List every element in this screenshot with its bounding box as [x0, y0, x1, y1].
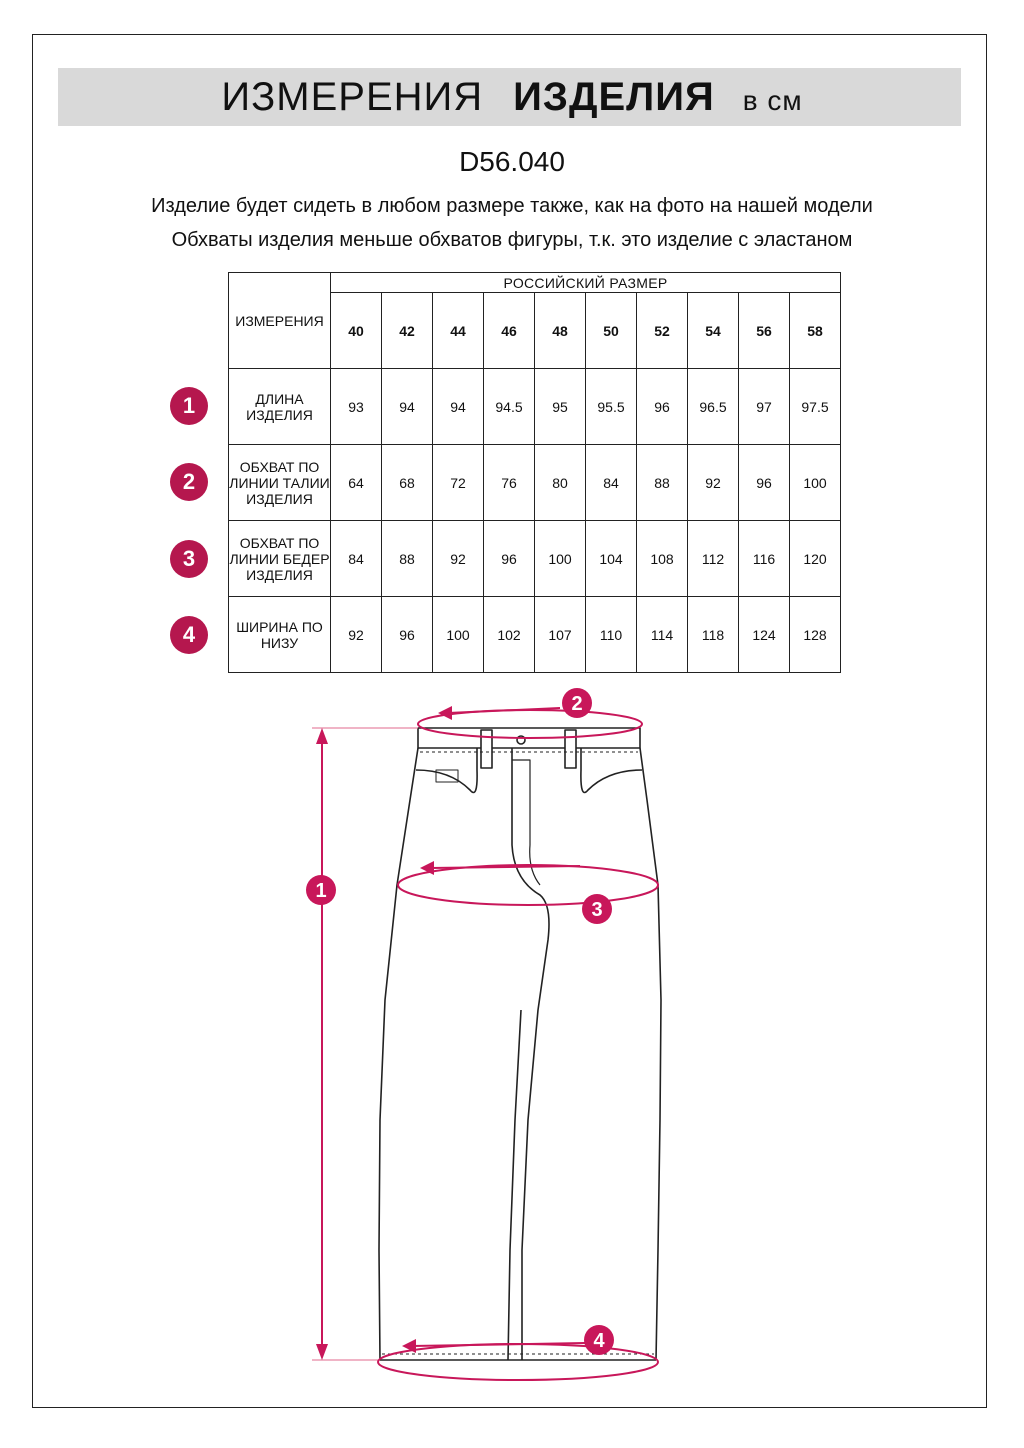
table-cell: 88: [637, 445, 688, 521]
table-cell: 100: [433, 597, 484, 673]
marker-3-label: 3: [591, 899, 603, 921]
marker-2-label: 2: [571, 693, 583, 715]
table-cell: 96.5: [688, 369, 739, 445]
measurements-header: ИЗМЕРЕНИЯ: [229, 273, 331, 369]
marker-4: [584, 1325, 614, 1355]
table-cell: 96: [739, 445, 790, 521]
marker-2: [562, 688, 592, 718]
size-cell: 50: [586, 293, 637, 369]
table-cell: 95.5: [586, 369, 637, 445]
table-cell: 94: [433, 369, 484, 445]
table-cell: 108: [637, 521, 688, 597]
length-indicator: [312, 728, 418, 1360]
marker-1-label: 1: [315, 880, 327, 902]
product-code: D56.040: [459, 146, 565, 177]
row-badge-4: 4: [170, 616, 208, 654]
table-cell: 104: [586, 521, 637, 597]
table-cell: 112: [688, 521, 739, 597]
row-label: ОБХВАТ ПО ЛИНИИ БЕДЕР ИЗДЕЛИЯ: [229, 521, 331, 597]
table-cell: 116: [739, 521, 790, 597]
row-label: ОБХВАТ ПО ЛИНИИ ТАЛИИ ИЗДЕЛИЯ: [229, 445, 331, 521]
row-badge-1: 1: [170, 387, 208, 425]
table-cell: 92: [688, 445, 739, 521]
table-cell: 102: [484, 597, 535, 673]
table-cell: 96: [484, 521, 535, 597]
table-cell: 80: [535, 445, 586, 521]
title-main: ИЗМЕРЕНИЯ: [221, 75, 484, 119]
table-cell: 94.5: [484, 369, 535, 445]
table-cell: 76: [484, 445, 535, 521]
row-badge-2: 2: [170, 463, 208, 501]
marker-1: [306, 875, 336, 905]
row-label: ДЛИНА ИЗДЕЛИЯ: [229, 369, 331, 445]
skirt-outline: [379, 728, 661, 1360]
size-cell: 52: [637, 293, 688, 369]
table-cell: 95: [535, 369, 586, 445]
table-cell: 100: [790, 445, 841, 521]
row-badge-3: 3: [170, 540, 208, 578]
table-cell: 124: [739, 597, 790, 673]
table-cell: 88: [382, 521, 433, 597]
waist-indicator: [418, 706, 642, 738]
size-cell: 40: [331, 293, 382, 369]
table-cell: 128: [790, 597, 841, 673]
size-cell: 42: [382, 293, 433, 369]
marker-4-label: 4: [593, 1330, 605, 1352]
table-cell: 107: [535, 597, 586, 673]
row-label: ШИРИНА ПО НИЗУ: [229, 597, 331, 673]
table-cell: 92: [433, 521, 484, 597]
table-cell: 118: [688, 597, 739, 673]
size-cell: 54: [688, 293, 739, 369]
table-cell: 110: [586, 597, 637, 673]
fit-note: Изделие будет сидеть в любом размере также, как на фото на нашей модели: [151, 195, 873, 217]
table-cell: 72: [433, 445, 484, 521]
table-cell: 68: [382, 445, 433, 521]
table-cell: 84: [586, 445, 637, 521]
title-unit: в см: [742, 85, 803, 116]
size-group-header: РОССИЙСКИЙ РАЗМЕР: [331, 273, 841, 293]
size-cell: 46: [484, 293, 535, 369]
table-cell: 114: [637, 597, 688, 673]
table-cell: 97.5: [790, 369, 841, 445]
hip-indicator: [398, 861, 658, 905]
table-cell: 96: [382, 597, 433, 673]
marker-3: [582, 894, 612, 924]
table-cell: 100: [535, 521, 586, 597]
size-cell: 56: [739, 293, 790, 369]
table-cell: 94: [382, 369, 433, 445]
table-cell: 92: [331, 597, 382, 673]
title-bold: ИЗДЕЛИЯ: [513, 75, 715, 119]
size-cell: 58: [790, 293, 841, 369]
table-cell: 93: [331, 369, 382, 445]
table-cell: 84: [331, 521, 382, 597]
table-cell: 64: [331, 445, 382, 521]
table-cell: 97: [739, 369, 790, 445]
table-cell: 120: [790, 521, 841, 597]
table-cell: 96: [637, 369, 688, 445]
size-cell: 48: [535, 293, 586, 369]
size-cell: 44: [433, 293, 484, 369]
elastane-note: Обхваты изделия меньше обхватов фигуры, т.к. это изделие с эластаном: [171, 229, 853, 251]
